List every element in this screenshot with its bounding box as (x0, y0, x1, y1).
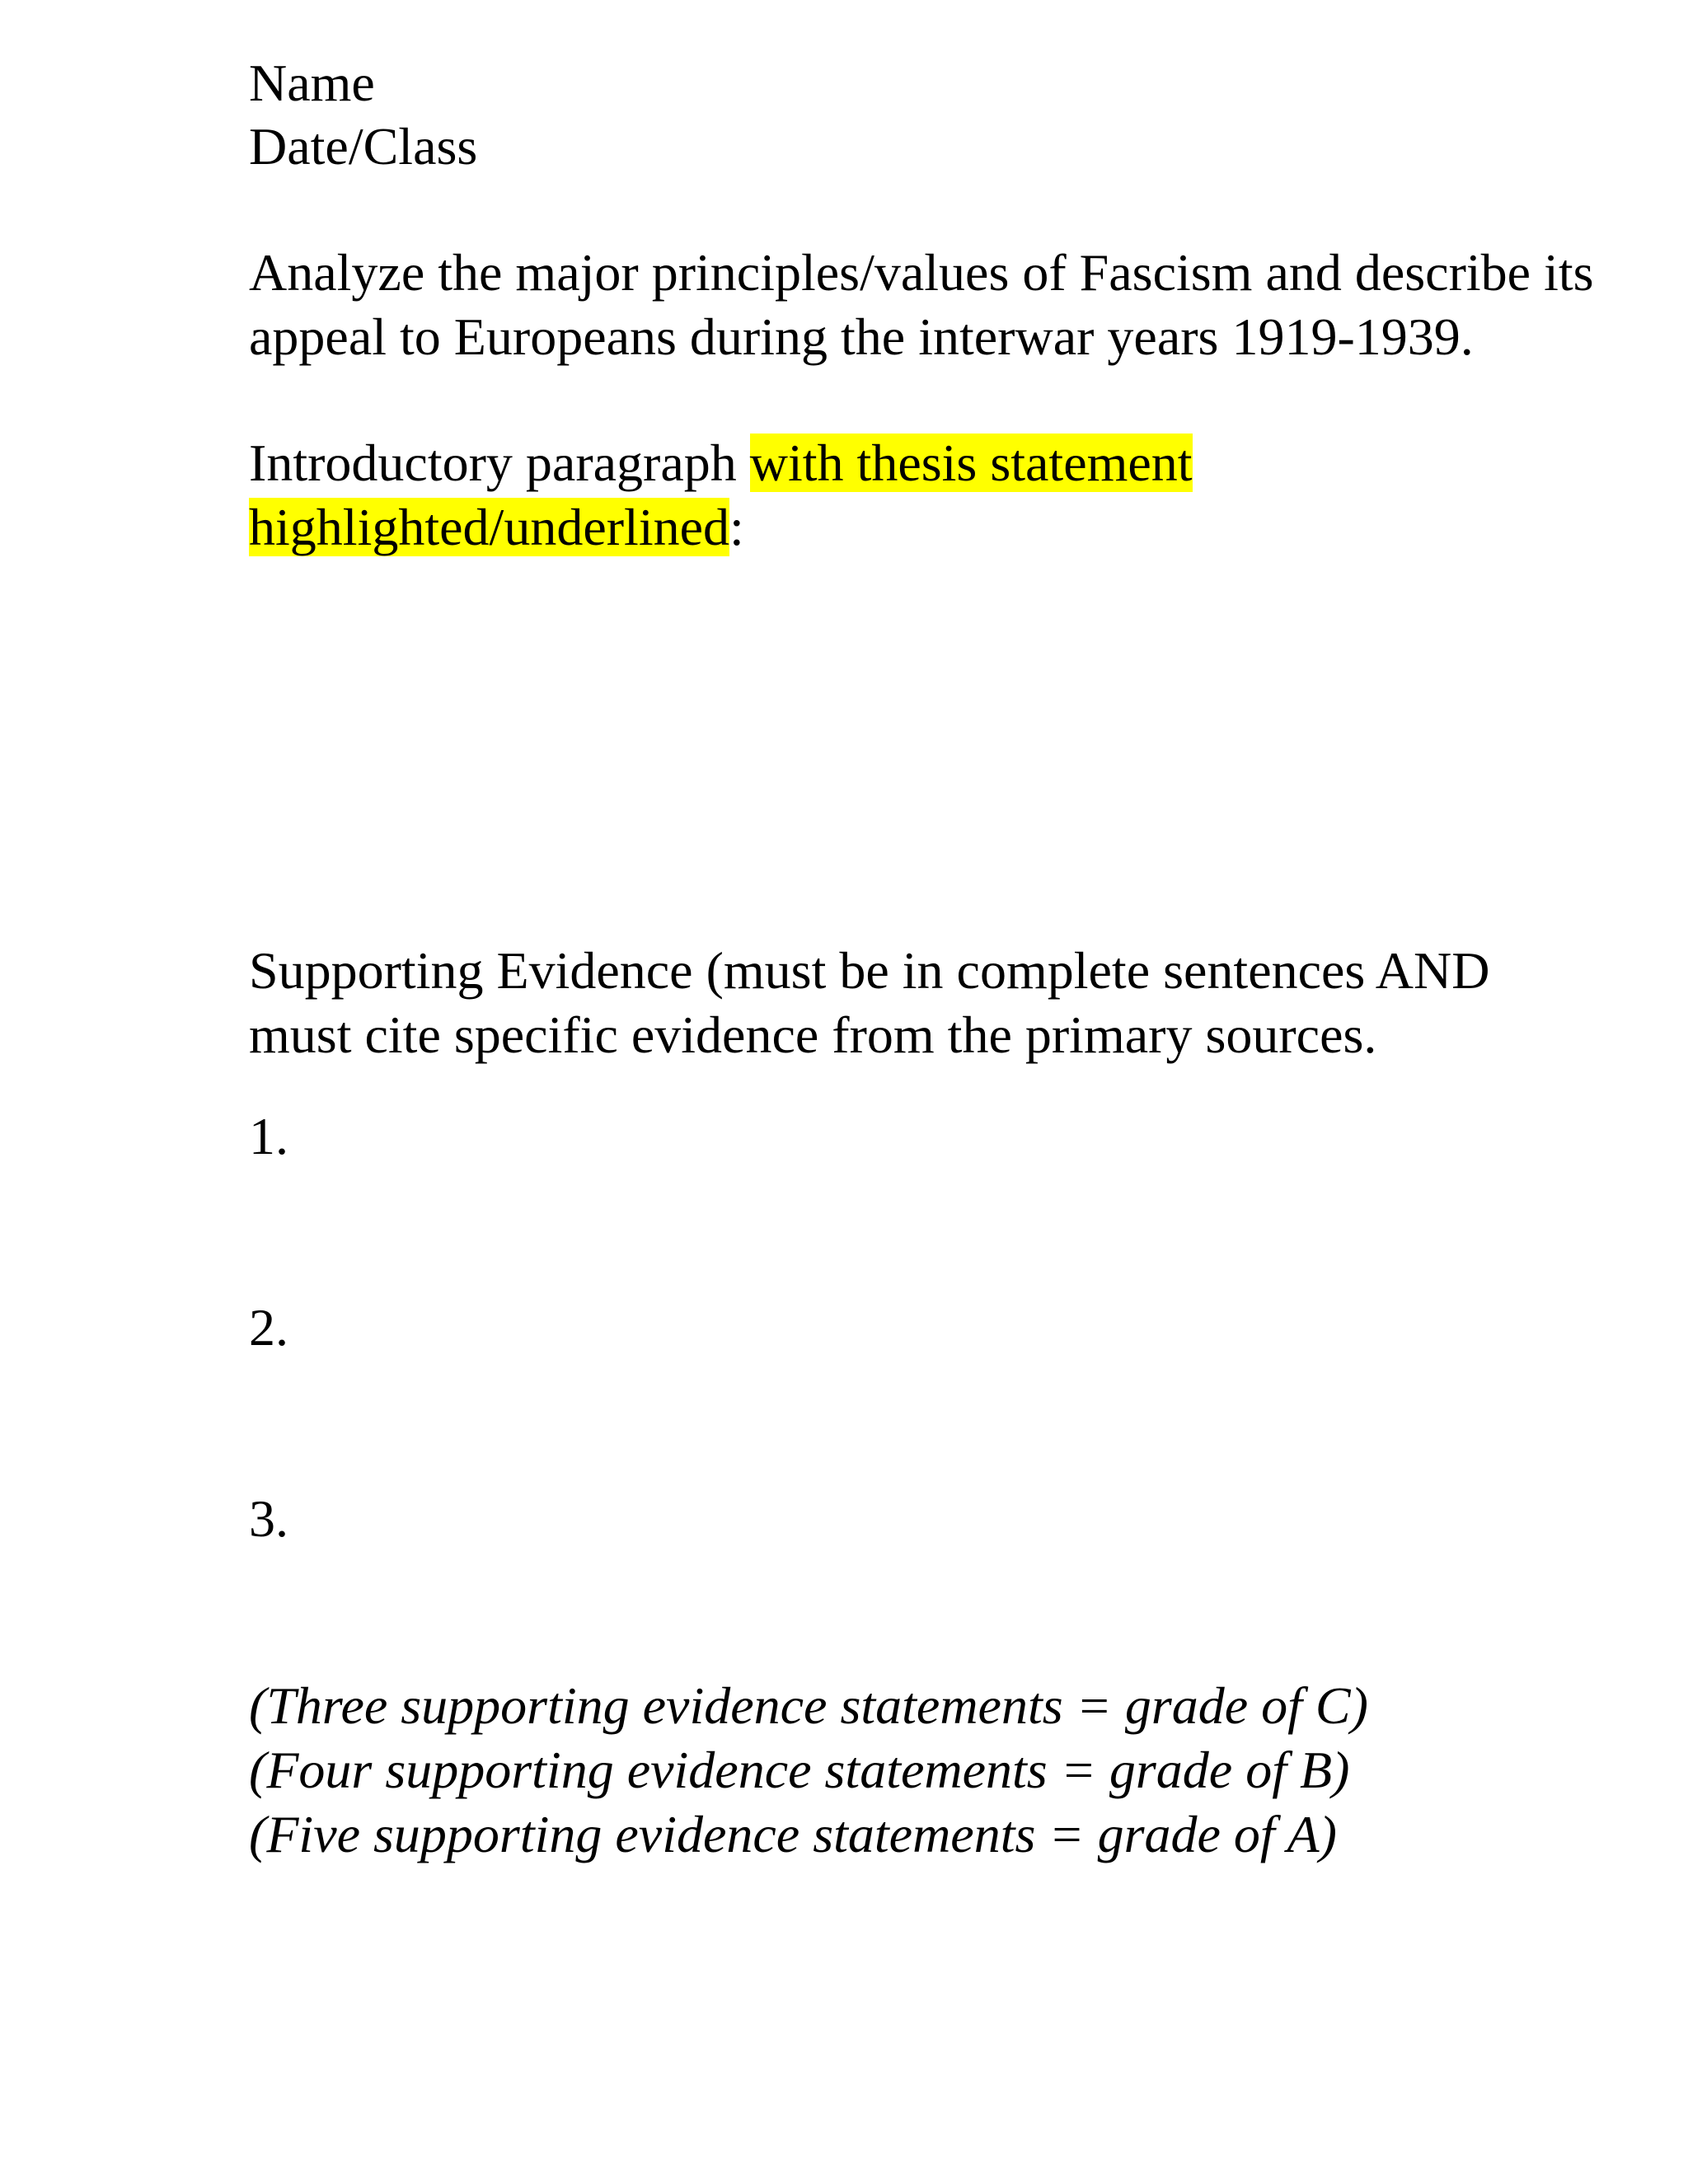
intro-plain-text: Introductory paragraph (249, 434, 750, 492)
intro-highlight-underlined: highlighted/underlined (249, 498, 729, 556)
evidence-item-2: 2. (249, 1298, 288, 1357)
name-label: Name (249, 54, 375, 112)
intro-line-2 (249, 495, 744, 560)
grading-line-c: (Three supporting evidence statements = grade of C) (249, 1676, 1368, 1735)
evidence-line-1: Supporting Evidence (must be in complete sentences AND (249, 941, 1490, 1000)
prompt-line-1: Analyze the major principles/values of Fascism and describe its (249, 243, 1594, 302)
date-class-label: Date/Class (249, 117, 478, 176)
intro-line-1 (249, 431, 1193, 495)
evidence-line-2: must cite specific evidence from the primary sources. (249, 1005, 1377, 1064)
evidence-item-3: 3. (249, 1489, 288, 1548)
prompt-line-2: appeal to Europeans during the interwar years 1919-1939. (249, 307, 1474, 366)
evidence-item-1: 1. (249, 1107, 288, 1165)
intro-colon: : (729, 498, 744, 556)
intro-highlight-thesis: with thesis statement (749, 434, 1193, 492)
grading-line-a: (Five supporting evidence statements = grade of A) (249, 1805, 1337, 1863)
grading-line-b: (Four supporting evidence statements = grade of B) (249, 1741, 1350, 1799)
